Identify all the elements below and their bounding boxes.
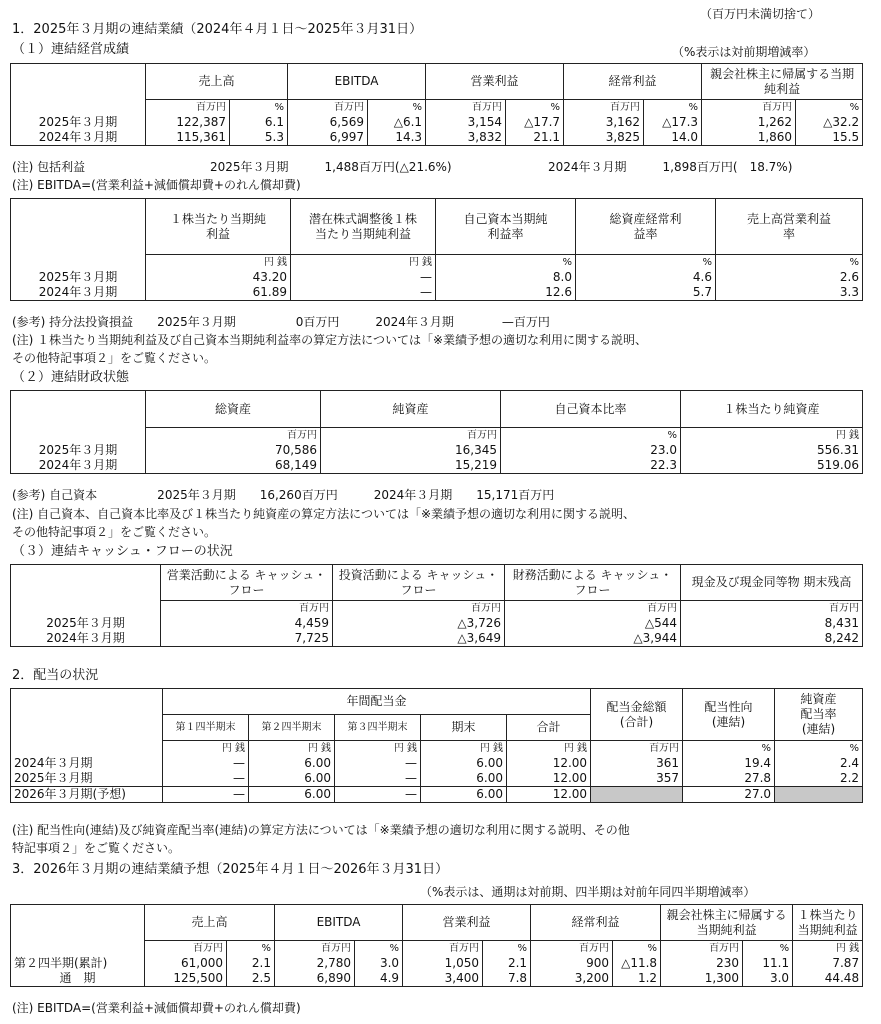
cell: 70,586 bbox=[146, 443, 321, 458]
table-row-forecast bbox=[11, 787, 863, 803]
cell: 1,262 bbox=[702, 115, 796, 130]
cell: 6,890 bbox=[275, 971, 355, 987]
cell: 2.2 bbox=[775, 771, 863, 787]
cell: 5.3 bbox=[230, 130, 288, 146]
cell: 4.6 bbox=[576, 270, 716, 285]
cell: 3,200 bbox=[531, 971, 613, 987]
header-row bbox=[11, 64, 863, 100]
cell: 519.06 bbox=[681, 458, 863, 474]
dividends-table bbox=[10, 688, 863, 803]
cell: 357 bbox=[591, 771, 683, 787]
cell: 7,725 bbox=[161, 631, 333, 647]
header-ebitda: EBITDA bbox=[288, 64, 426, 100]
cell: 22.3 bbox=[501, 458, 681, 474]
note-ebitda-forecast: (注) EBITDA=(営業利益+減価償却費+のれん償却費) bbox=[12, 1001, 301, 1015]
cell: — bbox=[163, 771, 249, 787]
unit-row bbox=[11, 941, 863, 957]
unit: % bbox=[506, 100, 564, 116]
per-share-table bbox=[10, 198, 863, 301]
cell-shaded bbox=[775, 787, 863, 803]
header-q2: 第２四半期末 bbox=[249, 715, 335, 741]
table-row bbox=[11, 443, 863, 458]
header-total-assets: 総資産 bbox=[146, 391, 321, 428]
cell: 1,300 bbox=[661, 971, 743, 987]
table-row bbox=[11, 130, 863, 146]
row-label: 2025年３月期 bbox=[11, 270, 146, 285]
row-label: 2025年３月期 bbox=[11, 616, 161, 631]
table-row bbox=[11, 616, 863, 631]
ref-equity: (参考) 自己資本 2025年３月期 16,260百万円 2024年３月期 15,171百万円 bbox=[12, 488, 555, 502]
cell: 3,154 bbox=[426, 115, 506, 130]
cell: 3.0 bbox=[743, 971, 793, 987]
row-label: 2026年３月期(予想) bbox=[11, 787, 163, 803]
cell: 43.20 bbox=[146, 270, 291, 285]
header-row bbox=[11, 391, 863, 428]
unit: % bbox=[743, 941, 793, 957]
table-row bbox=[11, 285, 863, 301]
unit: 円 銭 bbox=[421, 741, 507, 757]
cell: 2,780 bbox=[275, 956, 355, 971]
cell: 3,162 bbox=[564, 115, 644, 130]
cell: 2.4 bbox=[775, 756, 863, 771]
cell: — bbox=[335, 756, 421, 771]
cell: 6.00 bbox=[421, 787, 507, 803]
header-q3: 第３四半期末 bbox=[335, 715, 421, 741]
cell: 27.8 bbox=[683, 771, 775, 787]
header-investing-cf: 投資活動による キャッシュ・フロー bbox=[333, 565, 505, 601]
cell: 8,242 bbox=[681, 631, 863, 647]
unit: 百万円 bbox=[505, 601, 681, 617]
cell: 8,431 bbox=[681, 616, 863, 631]
cell: 14.0 bbox=[644, 130, 702, 146]
pct-note: （%表示は対前期増減率） bbox=[672, 45, 816, 59]
cell: △3,726 bbox=[333, 616, 505, 631]
header-annual-dividend: 年間配当金 bbox=[163, 689, 591, 715]
cell: 44.48 bbox=[793, 971, 863, 987]
cell: 4,459 bbox=[161, 616, 333, 631]
cell: △3,649 bbox=[333, 631, 505, 647]
cell: 556.31 bbox=[681, 443, 863, 458]
header-roe: 自己資本当期純利益率 bbox=[436, 199, 576, 255]
cell: 115,361 bbox=[146, 130, 230, 146]
unit: 百万円 bbox=[403, 941, 483, 957]
unit: 円 銭 bbox=[146, 255, 291, 271]
unit: % bbox=[644, 100, 702, 116]
header-operating-profit: 営業利益 bbox=[426, 64, 564, 100]
header-roa: 総資産経常利益率 bbox=[576, 199, 716, 255]
header-total: 合計 bbox=[507, 715, 591, 741]
unit: 百万円 bbox=[531, 941, 613, 957]
cell: 15.5 bbox=[796, 130, 863, 146]
table-row bbox=[11, 771, 863, 787]
unit: 円 銭 bbox=[793, 941, 863, 957]
cell: 12.00 bbox=[507, 771, 591, 787]
unit-row bbox=[11, 601, 863, 617]
unit: % bbox=[796, 100, 863, 116]
unit-row bbox=[11, 741, 863, 757]
table-row bbox=[11, 115, 863, 130]
cell: 68,149 bbox=[146, 458, 321, 474]
note-fin-2: その他特記事項２」をご覧ください。 bbox=[12, 525, 217, 539]
note-ebitda: (注) EBITDA=(営業利益+減価償却費+のれん償却費) bbox=[12, 178, 301, 192]
cell: 4.9 bbox=[355, 971, 403, 987]
operating-results-table bbox=[10, 63, 863, 146]
cell: 1,050 bbox=[403, 956, 483, 971]
cell: 5.7 bbox=[576, 285, 716, 301]
note-eps-1: (注) １株当たり当期純利益及び自己資本当期純利益率の算定方法については「※業績予想の適切な利用に関する説明、 bbox=[12, 333, 647, 347]
row-label: 2025年３月期 bbox=[11, 115, 146, 130]
unit: % bbox=[436, 255, 576, 271]
cell: 12.00 bbox=[507, 787, 591, 803]
cell: 14.3 bbox=[368, 130, 426, 146]
header-ebitda: EBITDA bbox=[275, 905, 403, 941]
row-label: 2025年３月期 bbox=[11, 443, 146, 458]
unit: 円 銭 bbox=[291, 255, 436, 271]
unit-row bbox=[11, 100, 863, 116]
cell: 6.00 bbox=[421, 756, 507, 771]
header-row bbox=[11, 689, 863, 715]
row-label: 第２四半期(累計) bbox=[11, 956, 145, 971]
unit: 百万円 bbox=[288, 100, 368, 116]
unit-note: （百万円未満切捨て） bbox=[700, 7, 821, 21]
cell: 16,345 bbox=[321, 443, 501, 458]
note-comprehensive-label: (注) 包括利益 bbox=[12, 160, 86, 174]
unit: % bbox=[775, 741, 863, 757]
row-label: 2024年３月期 bbox=[11, 756, 163, 771]
note-div-1: (注) 配当性向(連結)及び純資産配当率(連結)の算定方法については「※業績予想の適切な利用に関する説明、その他 bbox=[12, 823, 630, 837]
section-1-3-title: （３）連結キャッシュ・フローの状況 bbox=[12, 544, 233, 559]
note-eps-2: その他特記事項２」をご覧ください。 bbox=[12, 351, 217, 365]
forecast-table bbox=[10, 904, 863, 987]
cell: △17.3 bbox=[644, 115, 702, 130]
unit: 百万円 bbox=[145, 941, 227, 957]
header-equity-ratio: 自己資本比率 bbox=[501, 391, 681, 428]
header-year-end: 期末 bbox=[421, 715, 507, 741]
section-2-title: 2．配当の状況 bbox=[12, 668, 99, 683]
cell: 12.00 bbox=[507, 756, 591, 771]
cash-flow-table bbox=[10, 564, 863, 647]
header-eps: １株当たり当期純利益 bbox=[146, 199, 291, 255]
cell: 8.0 bbox=[436, 270, 576, 285]
section-3-title: 3．2026年３月期の連結業績予想（2025年４月１日～2026年３月31日） bbox=[12, 862, 449, 877]
cell: 3.0 bbox=[355, 956, 403, 971]
unit: 円 銭 bbox=[335, 741, 421, 757]
note-comprehensive-2024: 2024年３月期 1,898百万円( 18.7%) bbox=[548, 160, 793, 174]
cell: — bbox=[163, 787, 249, 803]
note-comprehensive-2025: 2025年３月期 1,488百万円(△21.6%) bbox=[210, 160, 452, 174]
table-row bbox=[11, 756, 863, 771]
table-row bbox=[11, 631, 863, 647]
header-dividend-on-equity: 純資産 配当率 (連結) bbox=[775, 689, 863, 741]
cell: △6.1 bbox=[368, 115, 426, 130]
cell: 900 bbox=[531, 956, 613, 971]
section-1-title: 1．2025年３月期の連結業績（2024年４月１日～2025年３月31日） bbox=[12, 22, 423, 37]
unit: 百万円 bbox=[161, 601, 333, 617]
header-row bbox=[11, 565, 863, 601]
header-bps: １株当たり純資産 bbox=[681, 391, 863, 428]
unit: 百万円 bbox=[275, 941, 355, 957]
table-row bbox=[11, 971, 863, 987]
unit: 円 銭 bbox=[507, 741, 591, 757]
unit: 百万円 bbox=[661, 941, 743, 957]
cell: 7.8 bbox=[483, 971, 531, 987]
cell: 2.1 bbox=[227, 956, 275, 971]
unit: % bbox=[683, 741, 775, 757]
cell: △11.8 bbox=[613, 956, 661, 971]
header-payout-ratio: 配当性向 (連結) bbox=[683, 689, 775, 741]
cell: — bbox=[335, 771, 421, 787]
header-q1: 第１四半期末 bbox=[163, 715, 249, 741]
unit: 百万円 bbox=[321, 428, 501, 444]
cell: 61,000 bbox=[145, 956, 227, 971]
cell: 3.3 bbox=[716, 285, 863, 301]
cell: 23.0 bbox=[501, 443, 681, 458]
table-row bbox=[11, 458, 863, 474]
cell: 230 bbox=[661, 956, 743, 971]
header-operating-profit: 営業利益 bbox=[403, 905, 531, 941]
unit: % bbox=[613, 941, 661, 957]
cell: 6.00 bbox=[421, 771, 507, 787]
unit: % bbox=[227, 941, 275, 957]
unit: 円 銭 bbox=[249, 741, 335, 757]
cell: 3,832 bbox=[426, 130, 506, 146]
cell: 11.1 bbox=[743, 956, 793, 971]
header-cash-balance: 現金及び現金同等物 期末残高 bbox=[681, 565, 863, 601]
cell: — bbox=[291, 285, 436, 301]
cell: 125,500 bbox=[145, 971, 227, 987]
header-op-margin: 売上高営業利益率 bbox=[716, 199, 863, 255]
cell: 3,825 bbox=[564, 130, 644, 146]
row-label: 2025年３月期 bbox=[11, 771, 163, 787]
header-eps: １株当たり当期純利益 bbox=[793, 905, 863, 941]
note-fin: (注) 自己資本、自己資本比率及び１株当たり純資産の算定方法については「※業績予想の適切な利用に関する説明、 bbox=[12, 507, 635, 521]
header-sales: 売上高 bbox=[145, 905, 275, 941]
row-label: 2024年３月期 bbox=[11, 130, 146, 146]
header-financing-cf: 財務活動による キャッシュ・フロー bbox=[505, 565, 681, 601]
cell: 3,400 bbox=[403, 971, 483, 987]
unit: 百万円 bbox=[146, 428, 321, 444]
unit: 百万円 bbox=[702, 100, 796, 116]
header-sales: 売上高 bbox=[146, 64, 288, 100]
unit: 円 銭 bbox=[163, 741, 249, 757]
unit: % bbox=[483, 941, 531, 957]
header-diluted-eps: 潜在株式調整後１株当たり当期純利益 bbox=[291, 199, 436, 255]
cell: — bbox=[163, 756, 249, 771]
row-label: 2024年３月期 bbox=[11, 631, 161, 647]
cell: 27.0 bbox=[683, 787, 775, 803]
cell-shaded bbox=[591, 787, 683, 803]
section-1-2-title: （２）連結財政状態 bbox=[12, 370, 130, 385]
header-net-profit: 親会社株主に帰属する当期純利益 bbox=[661, 905, 793, 941]
unit: % bbox=[230, 100, 288, 116]
cell: 19.4 bbox=[683, 756, 775, 771]
header-net-profit: 親会社株主に帰属する当期純利益 bbox=[702, 64, 863, 100]
cell: △544 bbox=[505, 616, 681, 631]
cell: 2.5 bbox=[227, 971, 275, 987]
header-total-dividend: 配当金総額 (合計) bbox=[591, 689, 683, 741]
unit: 百万円 bbox=[426, 100, 506, 116]
table-row bbox=[11, 956, 863, 971]
unit: 百万円 bbox=[564, 100, 644, 116]
cell: 7.87 bbox=[793, 956, 863, 971]
unit: % bbox=[355, 941, 403, 957]
header-row bbox=[11, 199, 863, 255]
cell: 15,219 bbox=[321, 458, 501, 474]
header-net-assets: 純資産 bbox=[321, 391, 501, 428]
cell: 361 bbox=[591, 756, 683, 771]
note-div-2: 特記事項２」をご覧ください。 bbox=[12, 841, 181, 855]
unit-row bbox=[11, 255, 863, 271]
section-1-1-title: （１）連結経営成績 bbox=[12, 42, 130, 57]
cell: 6.1 bbox=[230, 115, 288, 130]
cell: 2.6 bbox=[716, 270, 863, 285]
cell: 6.00 bbox=[249, 771, 335, 787]
cell: 12.6 bbox=[436, 285, 576, 301]
cell: — bbox=[335, 787, 421, 803]
unit: 百万円 bbox=[681, 601, 863, 617]
cell: △32.2 bbox=[796, 115, 863, 130]
header-ordinary-profit: 経常利益 bbox=[531, 905, 661, 941]
cell: 6.00 bbox=[249, 756, 335, 771]
unit: 円 銭 bbox=[681, 428, 863, 444]
cell: — bbox=[291, 270, 436, 285]
header-row bbox=[11, 905, 863, 941]
unit: % bbox=[716, 255, 863, 271]
unit: 百万円 bbox=[146, 100, 230, 116]
header-operating-cf: 営業活動による キャッシュ・フロー bbox=[161, 565, 333, 601]
unit-row bbox=[11, 428, 863, 444]
cell: 61.89 bbox=[146, 285, 291, 301]
ref-equity-method: (参考) 持分法投資損益 2025年３月期 0百万円 2024年３月期 —百万円 bbox=[12, 315, 550, 329]
unit: 百万円 bbox=[591, 741, 683, 757]
cell: 6,997 bbox=[288, 130, 368, 146]
cell: 6.00 bbox=[249, 787, 335, 803]
unit: % bbox=[368, 100, 426, 116]
cell: 2.1 bbox=[483, 956, 531, 971]
cell: 6,569 bbox=[288, 115, 368, 130]
forecast-pct-note: （%表示は、通期は対前期、四半期は対前年同四半期増減率） bbox=[420, 885, 756, 899]
financial-position-table bbox=[10, 390, 863, 474]
unit: 百万円 bbox=[333, 601, 505, 617]
cell: △17.7 bbox=[506, 115, 564, 130]
row-label: 通 期 bbox=[11, 971, 145, 987]
cell: 122,387 bbox=[146, 115, 230, 130]
unit: % bbox=[576, 255, 716, 271]
unit: % bbox=[501, 428, 681, 444]
cell: 1,860 bbox=[702, 130, 796, 146]
row-label: 2024年３月期 bbox=[11, 285, 146, 301]
header-ordinary-profit: 経常利益 bbox=[564, 64, 702, 100]
table-row bbox=[11, 270, 863, 285]
cell: 1.2 bbox=[613, 971, 661, 987]
cell: △3,944 bbox=[505, 631, 681, 647]
cell: 21.1 bbox=[506, 130, 564, 146]
row-label: 2024年３月期 bbox=[11, 458, 146, 474]
